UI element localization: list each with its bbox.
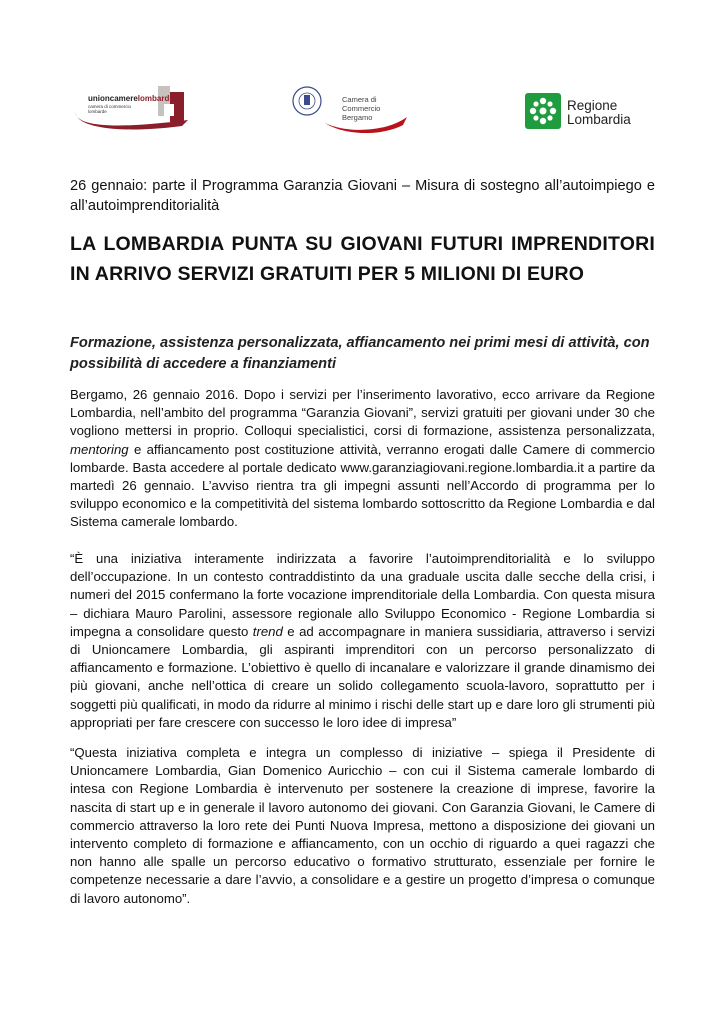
unioncamere-wordmark (88, 94, 176, 103)
article-paragraph-2 (70, 550, 655, 732)
unioncamere-subtitle: camera di commercio lombarde (88, 104, 132, 114)
paragraph-2-text-b: e ad accompagnare in maniera sussidiaria, attraverso i servizi di Unioncamere Lombardia, gli aspiranti imprenditori con un percorso personalizzato di affiancamento e formazione. L’obiettivo è quello di incanalare e valorizzare il grande dinamismo dei più giovani, anche nell’ottica di creare un solido collegamento scuola-lavoro, soprattutto per i soggetti più qualificati, in modo da ridurre al minimo i rischi delle start up e dare loro gli strumenti più appropriati per fare crescere con successo le loro idee di impresa” (70, 623, 655, 730)
regione-lombardia-logo (525, 93, 645, 133)
unioncamere-name-part2: lombardia (137, 94, 177, 103)
paragraph-2-emphasis: trend (252, 623, 283, 639)
paragraph-2-text-a: “È una iniziativa interamente indirizzata a favorire l’autoimprenditorialità e lo sviluppo dell’occupazione. In un contesto contraddistinto da una graduale uscita dalle secche della crisi, i numeri del 2015 confermano la forte vocazione imprenditoriale della Lombardia. Con questa misura – dichiara Mauro Parolini, assessore regionale allo Sviluppo Economico - Regione Lombardia si impegna a consolidare questo (70, 551, 655, 639)
camera-commercio-wordmark (342, 95, 410, 122)
regione-lombardia-rose-icon (525, 93, 561, 129)
article-paragraph-1 (70, 386, 655, 532)
unioncamere-lombardia-logo (70, 82, 198, 132)
camera-commercio-line1: Camera di Commercio (342, 95, 381, 113)
paragraph-1-text-a: Bergamo, 26 gennaio 2016. Dopo i servizi per l’inserimento lavorativo, ecco arrivare da Regione Lombardia, nell’ambito del programma “Garanzia Giovani”, servizi gratuiti per giovani under 30 che vogliono mettersi in proprio. Colloqui specialistici, corsi di formazione, assistenza personalizzata, (70, 387, 655, 439)
camera-commercio-bergamo-logo (285, 83, 410, 135)
article-lead: Formazione, assistenza personalizzata, affiancamento nei primi mesi di attività, con possibilità di accedere a finanziamenti (70, 335, 650, 372)
regione-line2: Lombardia (567, 112, 631, 127)
paragraph-1-emphasis: mentoring (70, 441, 129, 457)
regione-line1: Regione (567, 98, 618, 113)
paragraph-1-text-b: e affiancamento post costituzione attività, verranno erogati dalle Camere di commercio lombarde. Basta accedere al portale dedicato www.garanziagiovani.regione.lombardia.it a partire da martedì 26 gennaio. L’avviso rientra tra gli impegni assunti nell’Accordo di programma per lo sviluppo economico e la competitività del sistema lombardo sottoscritto da Regione Lombardia e dal Sistema camerale lombardo. (70, 441, 655, 530)
article-headline: LA LOMBARDIA PUNTA SU GIOVANI FUTURI IMPRENDITORI IN ARRIVO SERVIZI GRATUITI PER 5 MILIONI DI EURO (70, 233, 655, 285)
regione-lombardia-wordmark (567, 99, 631, 127)
article-paragraph-3: “Questa iniziativa completa e integra un complesso di iniziative – spiega il Presidente di Unioncamere Lombardia, Gian Domenico Auricchio – con cui il Sistema camerale lombardo di intesa con Regione Lombardia è intervenuto per sostenere la creazione di imprese, favorire la nascita di start up e in generale il lavoro autonomo dei giovani. Con Garanzia Giovani, le Camere di commercio attraverso la loro rete dei Punti Nuova Impresa, mettono a disposizione dei giovani un intervento completo di formazione e affiancamento, con un occhio di riguardo a quei ragazzi che non hanno alle spalle un percorso educativo o formativo strutturato, essenziale per fornire le competenze necessarie a dare l’avvio, a consolidare e a gestire un progetto d’impresa o comunque di lavoro autonomo”. (70, 745, 655, 906)
article-subtitle: 26 gennaio: parte il Programma Garanzia Giovani – Misura di sostegno all’autoimpiego e all’autoimprenditorialità (70, 178, 655, 214)
camera-commercio-line2: Bergamo (342, 113, 373, 122)
unioncamere-name-part1: unioncamere (88, 94, 138, 103)
